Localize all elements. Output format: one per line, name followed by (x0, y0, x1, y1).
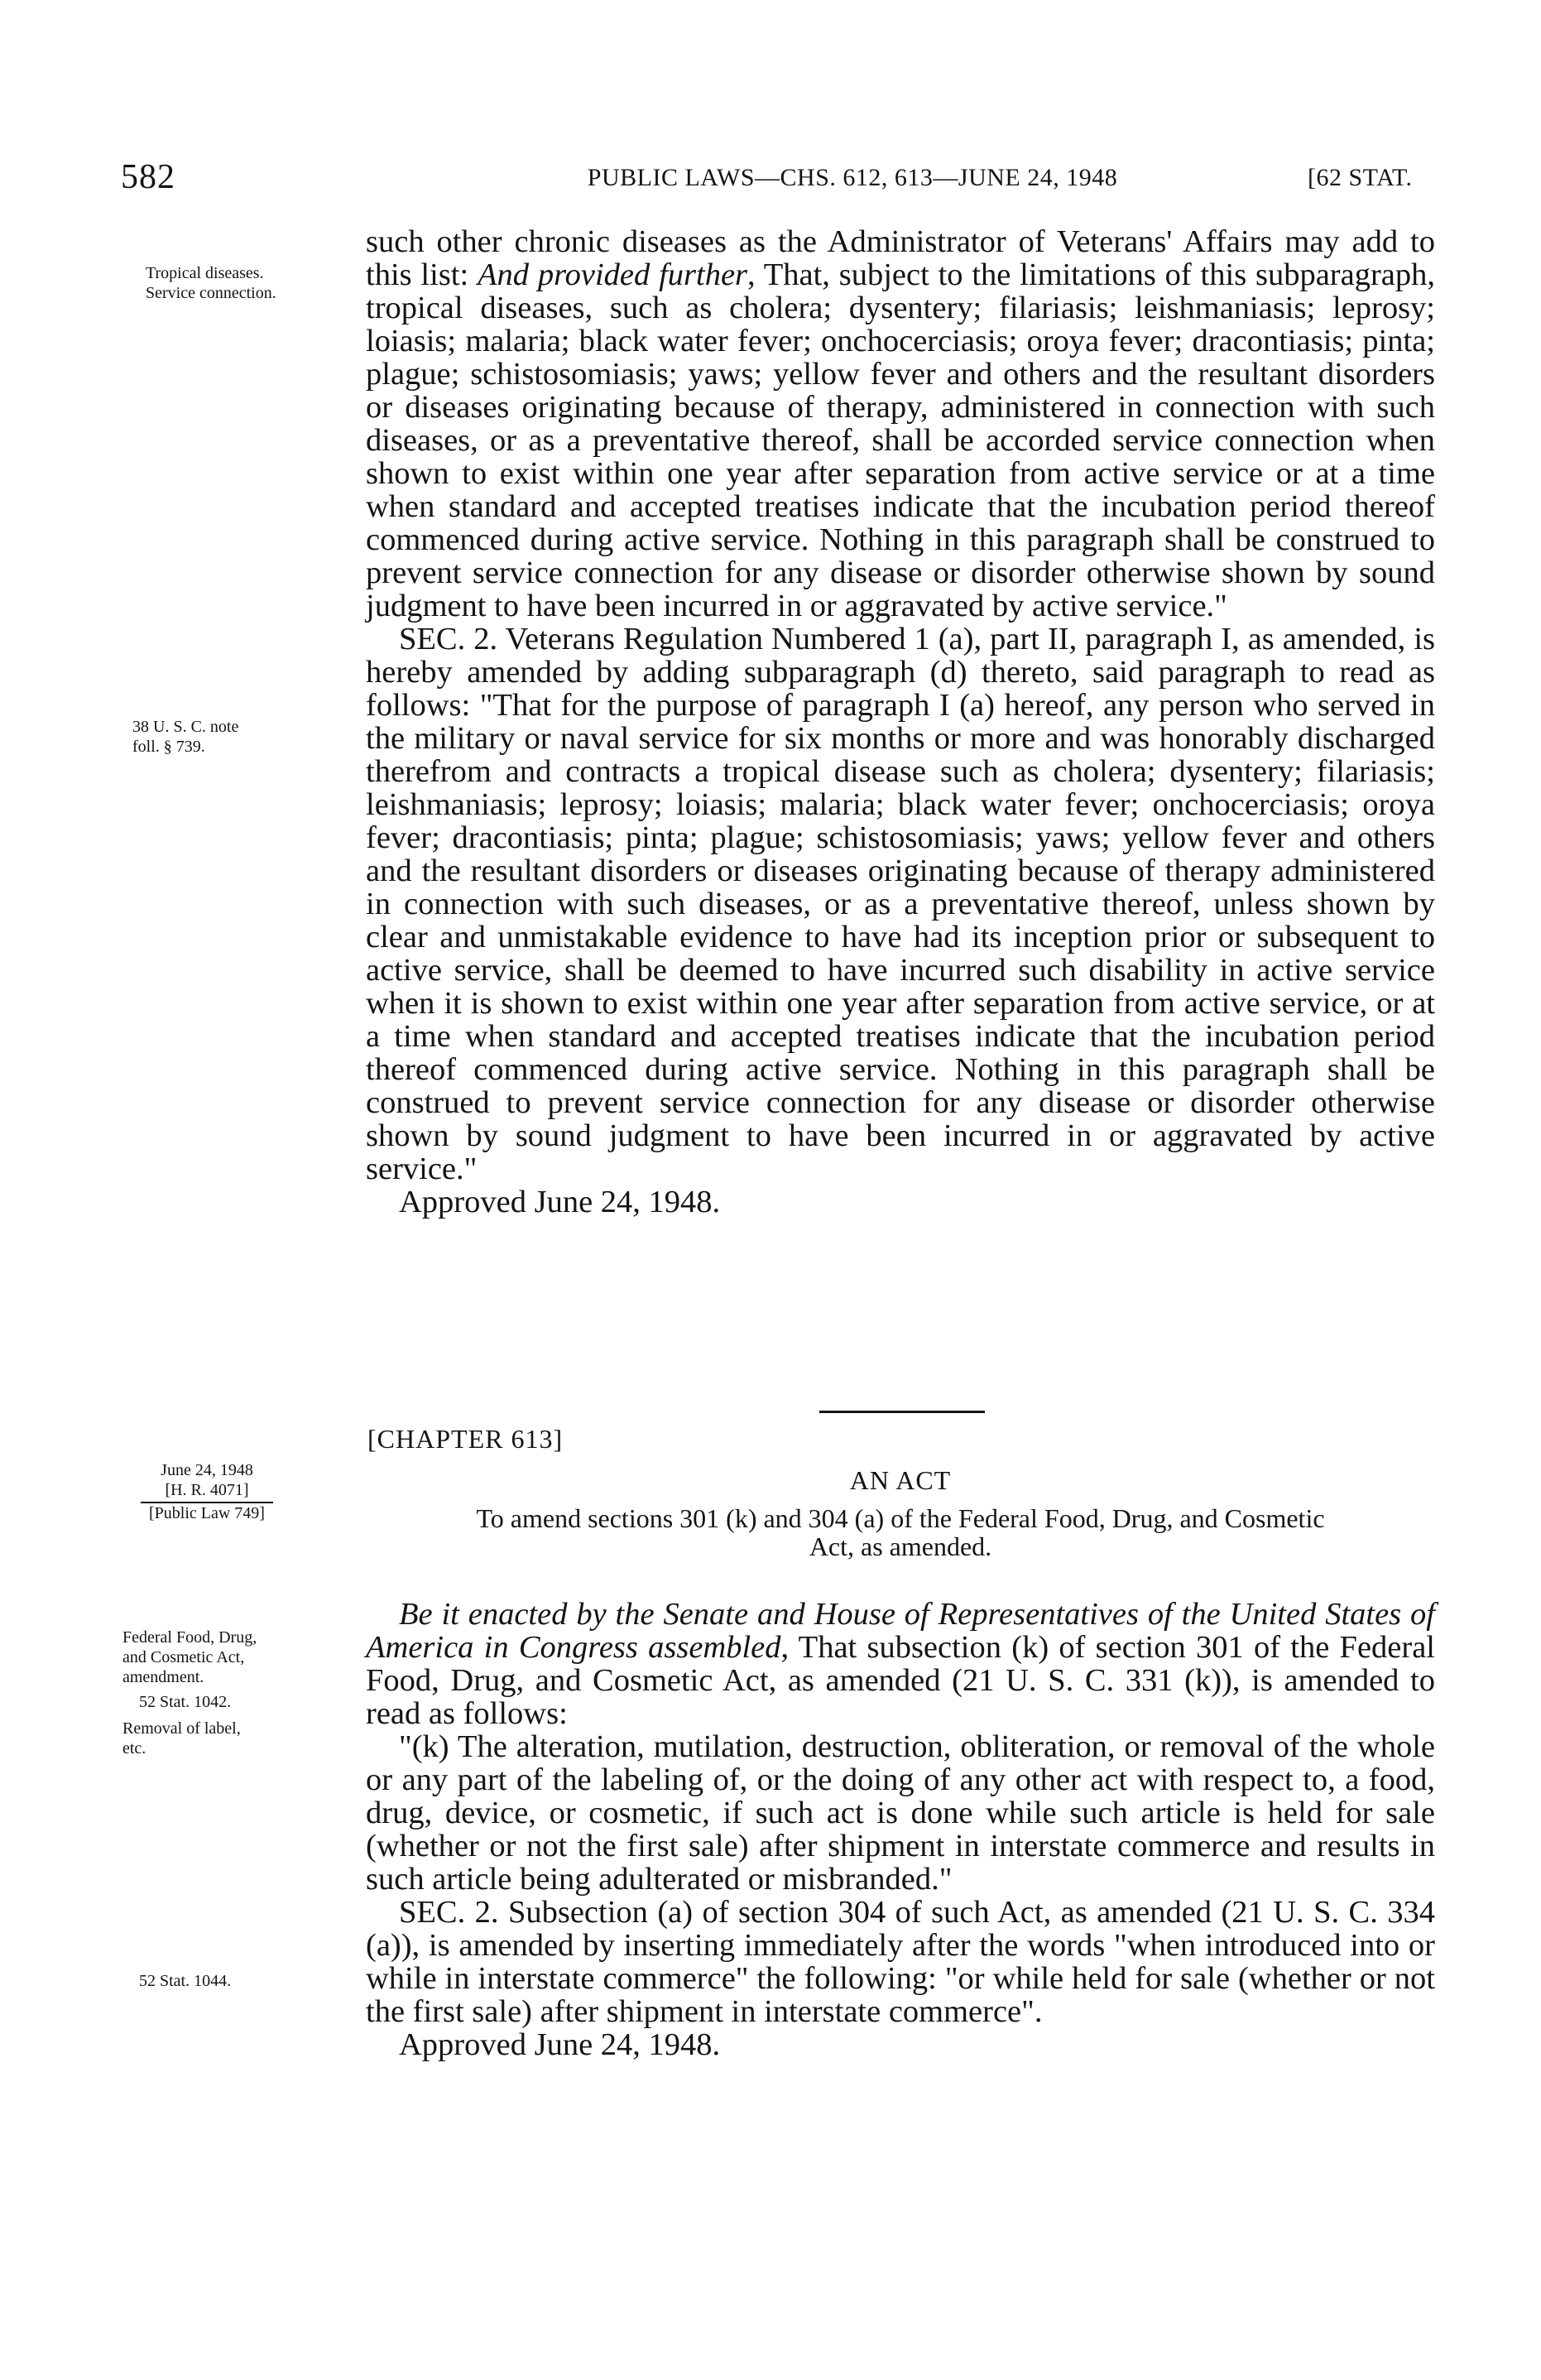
chapter-label: [CHAPTER 613] (367, 1424, 564, 1454)
act-heading: AN ACT (849, 1465, 952, 1495)
approval-line-613: Approved June 24, 1948. (399, 2027, 721, 2062)
statute-reference: [62 STAT. (1308, 164, 1413, 191)
approval-line-612: Approved June 24, 1948. (399, 1185, 721, 1219)
margin-note-stat-1044: 52 Stat. 1044. (139, 1972, 232, 1990)
chapter-separator-rule (819, 1411, 985, 1413)
paragraph-section-2: SEC. 2. Veterans Regulation Numbered 1 (a), part II, paragraph I, as amended, is hereby amended by adding subparagraph (d) thereto, said paragraph to read as follows: "That for the purpose of paragraph I (a) hereof, any person who served in the military or naval service for six months or more and was honorably discharged therefrom and contracts a tropical disease such as cholera; dysentery; filariasis; leishmaniasis; leprosy; loiasis; malaria; black water fever; onchocerciasis; oroya fever; dracontiasis; pinta; plague; schistosomiasis; yaws; yellow fever and others and the resultant disorders or diseases originating because of therapy administered in connection with such diseases, or as a preventative thereof, unless shown by clear and unmistakable evidence to have had its inception prior or subsequent to active service, shall be deemed to have incurred such disability in active service when it is shown to exist within one year after separation from active service, or at a time when standard and accepted treatises indicate that the incubation period thereof commenced during active service. Nothing in this paragraph shall be construed to prevent service connection for any disease or disorder otherwise shown by sound judgment to have been incurred in or aggravated by active service." (366, 622, 1435, 1186)
paragraph-section-2-613: SEC. 2. Subsection (a) of section 304 of such Act, as amended (21 U. S. C. 334 (a)), is amended by inserting immediately after the words "when introduced into or while in interstate commerce" the following: "or while held for sale (whether or not the first sale) after shipment in interstate commerce". (366, 1895, 1435, 2029)
chapter-613-body (366, 1598, 1435, 2061)
running-title: PUBLIC LAWS—CHS. 612, 613—JUNE 24, 1948 (587, 164, 1118, 191)
page-number: 582 (121, 158, 175, 196)
chapter-612-body (366, 225, 1435, 1219)
quoted-subsection-k: "(k) The alteration, mutilation, destruction, obliteration, or removal of the whole or any part of the labeling of, or the doing of any other act with respect to, a food, drug, device, or cosmetic, if such act is done while such article is held for sale (whether or not the first sale) after shipment in interstate commerce and results in such article being adulterated or misbranded." (366, 1729, 1435, 1897)
margin-note-bill-info: June 24, 1948 [H. R. 4071] [Public Law 749] (124, 1460, 290, 1523)
paragraph-tropical-diseases: such other chronic diseases as the Administrator of Veterans' Affairs may add to this list: And provided further, That, subject to the limitations of this subparagraph, tropical diseases, such as cholera; dysentery; filariasis; leishmaniasis; leprosy; loiasis; malaria; black water fever; onchocerciasis; oroya fever; dracontiasis; pinta; plague; schistosomiasis; yaws; yellow fever and others and the resultant disorders or diseases originating because of therapy, administered in connection with such diseases, or as a preventative thereof, shall be accorded service connection when shown to exist within one year after separation from active service or at a time when standard and accepted treatises indicate that the incubation period thereof commenced during active service. Nothing in this paragraph shall be construed to prevent service connection for any disease or disorder otherwise shown by sound judgment to have been incurred in or aggravated by active service." (366, 224, 1435, 623)
margin-note-tropical-diseases: Tropical diseases. Service connection. (146, 264, 276, 302)
act-subtitle: To amend sections 301 (k) and 304 (a) of the Federal Food, Drug, and Cosmetic Act, as amended. (476, 1503, 1325, 1561)
margin-note-usc-citation: 38 U. S. C. note foll. § 739. (132, 718, 239, 756)
margin-note-ffdca: Federal Food, Drug, and Cosmetic Act, amendment. 52 Stat. 1042. Removal of label, etc. (122, 1628, 257, 1757)
enacting-clause: Be it enacted by the Senate and House of Representatives of the United States of America in Congress assembled, That subsection (k) of section 301 of the Federal Food, Drug, and Cosmetic Act, as amended (21 U. S. C. 331 (k)), is amended to read as follows: (366, 1597, 1435, 1731)
